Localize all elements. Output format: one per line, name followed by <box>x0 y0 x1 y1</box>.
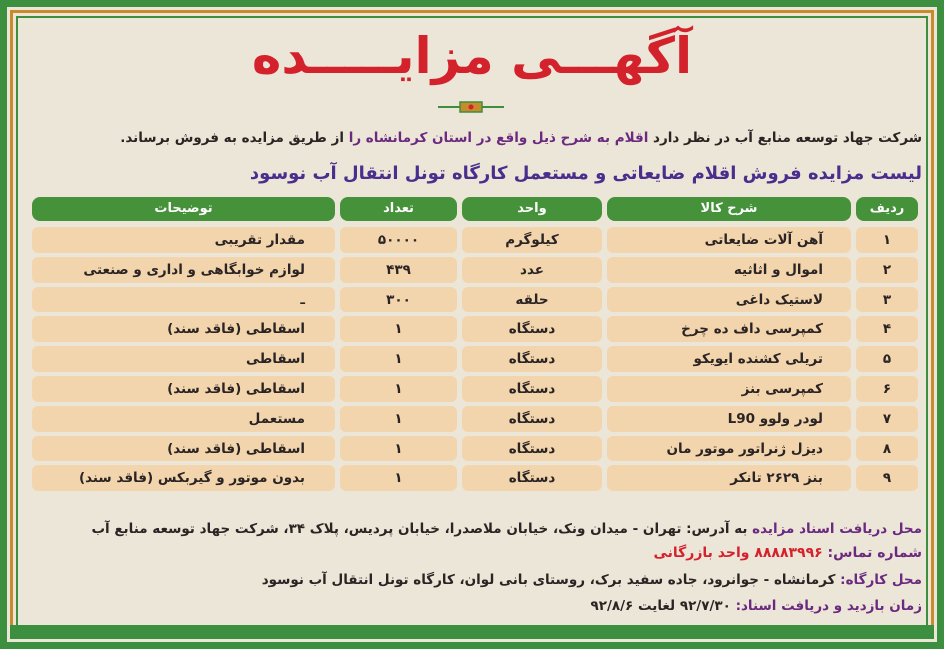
cell-quantity: ۱ <box>340 406 457 432</box>
cell-description: کمپرسی داف ده چرخ <box>607 316 851 342</box>
bottom-border-bar <box>10 625 934 639</box>
contact-phone <box>22 545 922 561</box>
contact-phone-value: ۸۸۸۸۳۹۹۶ واحد بازرگانی <box>653 545 823 561</box>
cell-description: آهن آلات ضایعاتی <box>607 227 851 253</box>
cell-quantity: ۱ <box>340 346 457 372</box>
visit-time-text: ۹۲/۷/۳۰ لغایت ۹۲/۸/۶ <box>590 598 731 614</box>
intro-part-2: اقلام به شرح ذیل واقع در استان کرمانشاه را <box>348 130 649 146</box>
table-row <box>27 287 918 313</box>
cell-row-number: ۲ <box>856 257 918 283</box>
cell-quantity: ۱ <box>340 436 457 462</box>
cell-notes: اسقاطی (فاقد سند) <box>32 316 335 342</box>
cell-row-number: ۶ <box>856 376 918 402</box>
cell-notes: بدون موتور و گیربکس (فاقد سند) <box>32 465 335 491</box>
intro-part-1: شرکت جهاد توسعه منابع آب در نظر دارد <box>648 130 922 146</box>
cell-unit: دستگاه <box>462 465 602 491</box>
header-quantity: تعداد <box>340 197 457 221</box>
intro-part-3: از طریق مزایده به فروش برساند. <box>120 130 349 146</box>
cell-notes: مقدار تقریبی <box>32 227 335 253</box>
docs-location <box>22 521 922 537</box>
cell-quantity: ۳۰۰ <box>340 287 457 313</box>
workshop-location <box>22 572 922 588</box>
cell-description: کمپرسی بنز <box>607 376 851 402</box>
header-unit: واحد <box>462 197 602 221</box>
header-row-number: ردیف <box>856 197 918 221</box>
header-description: شرح کالا <box>607 197 851 221</box>
contact-phone-label: شماره تماس: <box>822 545 922 561</box>
cell-quantity: ۵۰۰۰۰ <box>340 227 457 253</box>
table-header <box>27 197 918 221</box>
docs-location-text: به آدرس: تهران - میدان ونک، خیابان ملاصدرا، خیابان پردیس، پلاک ۳۴، شرکت جهاد توسعه منابع آب <box>91 521 753 537</box>
cell-description: بنز ۲۶۲۹ تانکر <box>607 465 851 491</box>
cell-description: دیزل ژنراتور موتور مان <box>607 436 851 462</box>
table-row <box>27 257 918 283</box>
cell-notes: اسقاطی <box>32 346 335 372</box>
cell-notes: اسقاطی (فاقد سند) <box>32 376 335 402</box>
cell-unit: حلقه <box>462 287 602 313</box>
cell-notes: مستعمل <box>32 406 335 432</box>
items-table <box>27 197 918 495</box>
table-row <box>27 376 918 402</box>
table-row <box>27 346 918 372</box>
table-row <box>27 227 918 253</box>
visit-time-label: زمان بازدید و دریافت اسناد: <box>730 598 922 614</box>
cell-row-number: ۸ <box>856 436 918 462</box>
cell-unit: دستگاه <box>462 316 602 342</box>
cell-row-number: ۵ <box>856 346 918 372</box>
title-ornament <box>438 101 504 113</box>
cell-row-number: ۱ <box>856 227 918 253</box>
workshop-location-label: محل کارگاه: <box>835 572 922 588</box>
cell-description: لاستیک داغی <box>607 287 851 313</box>
intro-text <box>22 130 922 146</box>
table-row <box>27 465 918 491</box>
cell-row-number: ۴ <box>856 316 918 342</box>
cell-notes: ـ <box>32 287 335 313</box>
cell-notes: اسقاطی (فاقد سند) <box>32 436 335 462</box>
cell-description: تریلی کشنده ایویکو <box>607 346 851 372</box>
cell-unit: دستگاه <box>462 436 602 462</box>
cell-row-number: ۹ <box>856 465 918 491</box>
cell-unit: دستگاه <box>462 346 602 372</box>
cell-description: لودر ولوو L90 <box>607 406 851 432</box>
cell-description: اموال و اثاثیه <box>607 257 851 283</box>
visit-time <box>22 598 922 614</box>
workshop-location-text: کرمانشاه - جوانرود، جاده سفید برک، روستای بانی لوان، کارگاه تونل انتقال آب نوسود <box>261 572 836 588</box>
cell-quantity: ۱ <box>340 316 457 342</box>
cell-row-number: ۷ <box>856 406 918 432</box>
cell-quantity: ۱ <box>340 465 457 491</box>
ad-title: آگهـــی مزایـــــده <box>251 27 693 85</box>
table-row <box>27 316 918 342</box>
header-notes: توضیحات <box>32 197 335 221</box>
cell-notes: لوازم خوابگاهی و اداری و صنعتی <box>32 257 335 283</box>
cell-unit: عدد <box>462 257 602 283</box>
cell-unit: کیلوگرم <box>462 227 602 253</box>
list-subtitle: لیست مزایده فروش اقلام ضایعاتی و مستعمل کارگاه تونل انتقال آب نوسود <box>249 163 922 184</box>
cell-unit: دستگاه <box>462 376 602 402</box>
table-row <box>27 406 918 432</box>
cell-quantity: ۴۳۹ <box>340 257 457 283</box>
cell-unit: دستگاه <box>462 406 602 432</box>
table-row <box>27 436 918 462</box>
docs-location-label: محل دریافت اسناد مزایده <box>752 521 922 537</box>
cell-row-number: ۳ <box>856 287 918 313</box>
cell-quantity: ۱ <box>340 376 457 402</box>
